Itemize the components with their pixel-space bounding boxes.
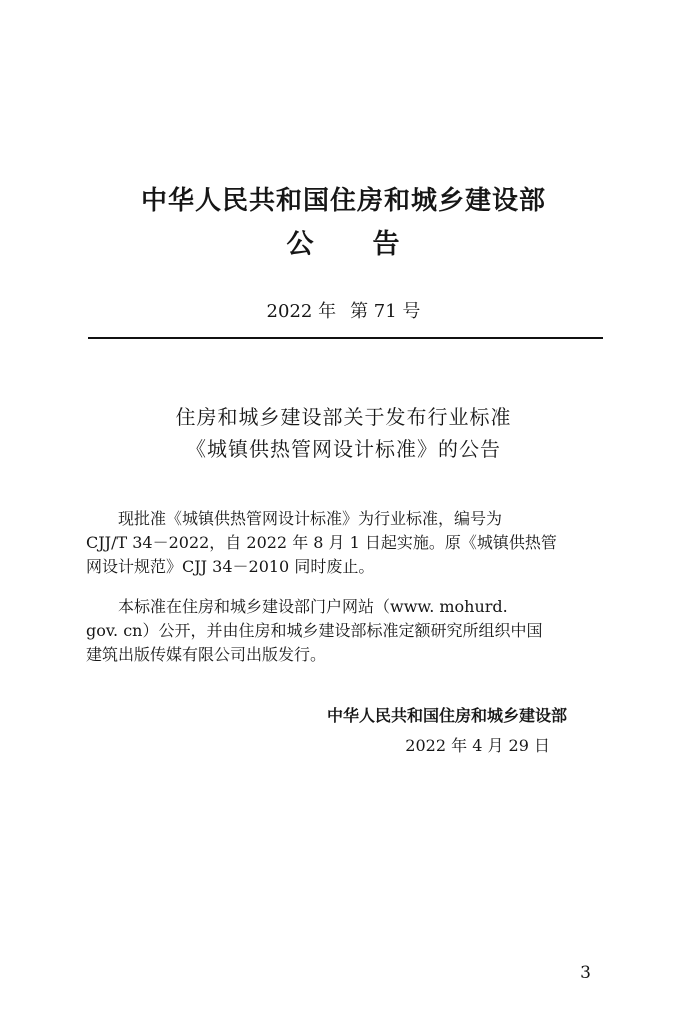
announcement-heading	[0, 222, 687, 261]
body-paragraph-2	[86, 595, 605, 667]
signature-issuer: 中华人民共和国住房和城乡建设部	[326, 706, 567, 725]
body-line: CJJ/T 34－2022，自 2022 年 8 月 1 日起实施。原《城镇供热管	[86, 533, 557, 552]
signature-date: 2022 年 4 月 29 日	[405, 736, 550, 755]
body-line: 现批准《城镇供热管网设计标准》为行业标准，编号为	[118, 509, 503, 528]
body-line: gov. cn）公开，并由住房和城乡建设部标准定额研究所组织中国	[86, 621, 543, 640]
body-line: 本标准在住房和城乡建设部门户网站（www. mohurd.	[118, 597, 508, 616]
body-line: 网设计规范》CJJ 34－2010 同时废止。	[86, 557, 375, 576]
header-divider	[88, 337, 603, 339]
body-line: 建筑出版传媒有限公司出版发行。	[86, 645, 327, 664]
document-year: 2022 年	[266, 301, 337, 322]
body-paragraph-1	[86, 507, 605, 579]
page-number: 3	[580, 963, 591, 983]
heading-char-left: 公	[286, 229, 315, 260]
heading-char-right: 告	[372, 229, 401, 260]
document-serial: 第 71 号	[350, 301, 421, 322]
announcement-title-line-1: 住房和城乡建设部关于发布行业标准	[175, 405, 512, 429]
announcement-title-line-2: 《城镇供热管网设计标准》的公告	[186, 437, 501, 461]
issuer-name: 中华人民共和国住房和城乡建设部	[140, 186, 546, 216]
document-number	[0, 297, 687, 323]
